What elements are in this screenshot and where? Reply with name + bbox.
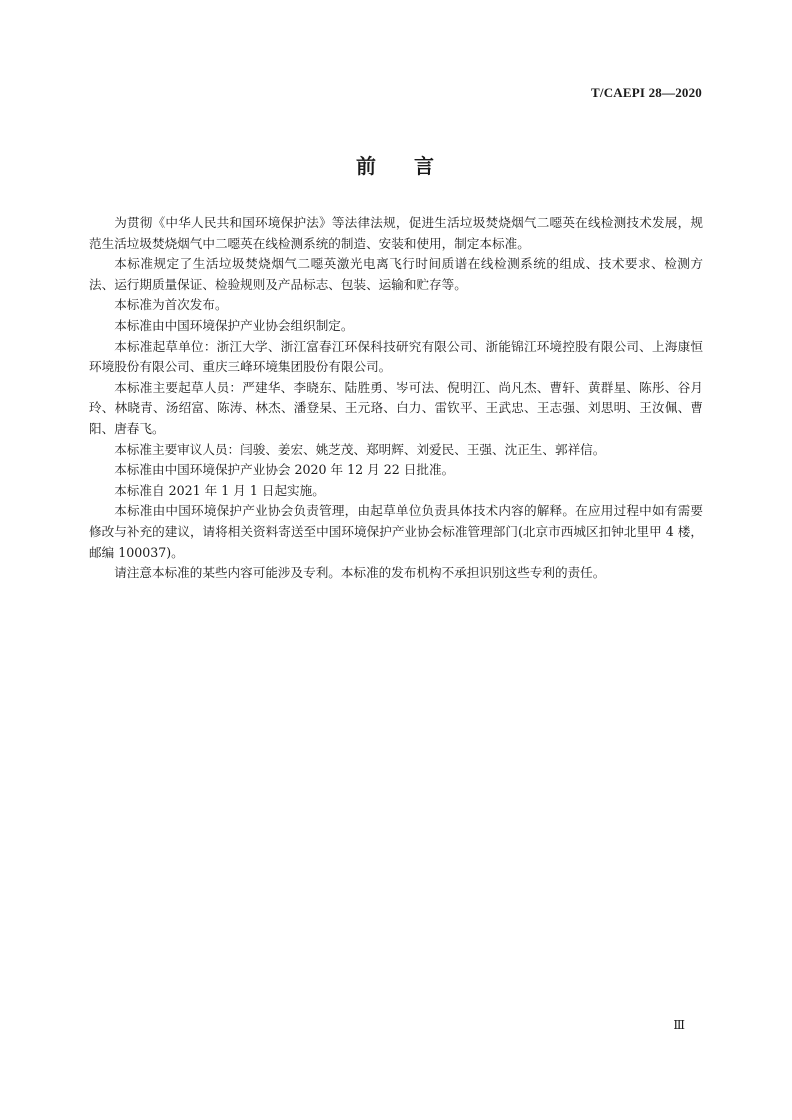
paragraph-purpose: 为贯彻《中华人民共和国环境保护法》等法律法规，促进生活垃圾焚烧烟气二噁英在线检测技术发展，规范生活垃圾焚烧烟气中二噁英在线检测系统的制造、安装和使用，制定本标准。 bbox=[89, 215, 703, 251]
paragraph-organizer: 本标准由中国环境保护产业协会组织制定。 bbox=[114, 317, 354, 333]
title-part-1: 前 bbox=[356, 154, 378, 178]
paragraph-drafters: 本标准主要起草人员：严建华、李晓东、陆胜勇、岑可法、倪明江、尚凡杰、曹轩、黄群星、陈彤、谷月玲、林晓青、汤绍富、陈涛、林杰、潘登杲、王元珞、白力、雷钦平、王武忠、王志强、刘思明、王汝佩、曹阳、唐春飞。 bbox=[89, 379, 703, 436]
paragraph-management: 本标准由中国环境保护产业协会负责管理，由起草单位负责具体技术内容的解释。在应用过程中如有需要修改与补充的建议，请将相关资料寄送至中国环境保护产业协会标准管理部门(北京市西城区扣钟北里甲 4 楼，邮编 100037)。 bbox=[89, 503, 703, 560]
title-part-2: 言 bbox=[414, 154, 436, 178]
paragraph-first-release: 本标准为首次发布。 bbox=[114, 297, 228, 313]
paragraph-approval: 本标准由中国环境保护产业协会 2020 年 12 月 22 日批准。 bbox=[114, 462, 455, 478]
standard-code: T/CAEPI 28—2020 bbox=[591, 85, 702, 100]
page-title bbox=[0, 150, 792, 179]
paragraph-scope: 本标准规定了生活垃圾焚烧烟气二噁英激光电离飞行时间质谱在线检测系统的组成、技术要求、检测方法、运行期质量保证、检验规则及产品标志、包装、运输和贮存等。 bbox=[89, 256, 703, 292]
paragraph-effective-date: 本标准自 2021 年 1 月 1 日起实施。 bbox=[114, 482, 325, 498]
page-number: Ⅲ bbox=[673, 1018, 685, 1032]
foreword-body bbox=[89, 213, 703, 584]
paragraph-patent-notice: 请注意本标准的某些内容可能涉及专利。本标准的发布机构不承担识别这些专利的责任。 bbox=[114, 565, 606, 581]
paragraph-drafting-units: 本标准起草单位：浙江大学、浙江富春江环保科技研究有限公司、浙能锦江环境控股有限公司、上海康恒环境股份有限公司、重庆三峰环境集团股份有限公司。 bbox=[89, 338, 703, 375]
paragraph-reviewers: 本标准主要审议人员：闫骏、姜宏、姚芝茂、郑明辉、刘爱民、王强、沈正生、郭祥信。 bbox=[114, 441, 606, 457]
